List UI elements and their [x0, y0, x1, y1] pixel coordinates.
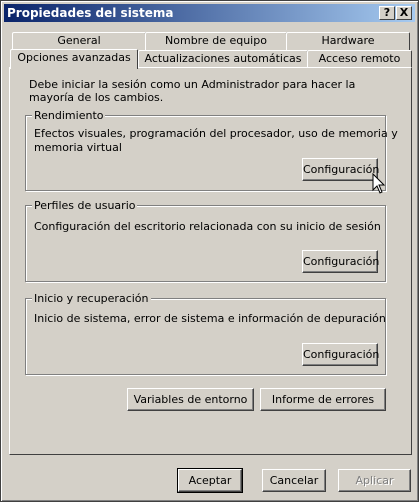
performance-settings-label: Configuración	[303, 163, 380, 176]
user-profiles-settings-label: Configuración	[303, 255, 380, 268]
startup-recovery-legend: Inicio y recuperación	[34, 292, 149, 305]
error-report-button[interactable]	[260, 388, 386, 411]
mouse-pointer-icon	[372, 173, 386, 195]
environment-variables-label: Variables de entorno	[133, 393, 248, 406]
cancel-button[interactable]	[262, 469, 326, 492]
performance-description-line1: Efectos visuales, programación del procesador, uso de memoria y	[34, 127, 398, 140]
apply-label: Aplicar	[355, 474, 394, 487]
window-title: Propiedades del sistema	[7, 6, 174, 20]
close-button[interactable]: X	[396, 6, 412, 20]
user-profiles-legend: Perfiles de usuario	[34, 199, 136, 212]
cancel-label: Cancelar	[269, 474, 319, 487]
user-profiles-settings-button[interactable]	[302, 250, 378, 273]
environment-variables-button[interactable]	[127, 388, 254, 411]
title-bar[interactable]	[4, 4, 415, 22]
help-button[interactable]: ?	[379, 6, 395, 20]
apply-button[interactable]	[338, 469, 411, 492]
performance-settings-button[interactable]	[302, 158, 378, 181]
startup-recovery-description: Inicio de sistema, error de sistema e información de depuración	[34, 312, 386, 325]
error-report-label: Informe de errores	[271, 393, 375, 406]
tab-nombre-de-equipo[interactable]: Nombre de equipo	[145, 32, 287, 50]
admin-notice: Debe iniciar la sesión como un Administrador para hacer la mayoría de los cambios.	[29, 78, 356, 104]
tab-acceso-remoto[interactable]: Acceso remoto	[307, 50, 412, 68]
tab-opciones-avanzadas[interactable]: Opciones avanzadas	[10, 49, 138, 69]
tab-general[interactable]: General	[12, 32, 146, 50]
performance-legend: Rendimiento	[34, 109, 104, 122]
performance-description-line2: memoria virtual	[34, 141, 122, 154]
startup-recovery-settings-button[interactable]	[302, 343, 378, 366]
tab-hardware[interactable]: Hardware	[286, 32, 410, 50]
accept-button[interactable]	[178, 469, 242, 492]
accept-label: Aceptar	[188, 474, 232, 487]
startup-recovery-settings-label: Configuración	[303, 348, 380, 361]
user-profiles-description: Configuración del escritorio relacionada con su inicio de sesión	[34, 220, 381, 233]
tab-actualizaciones-automaticas[interactable]: Actualizaciones automáticas	[138, 50, 308, 68]
